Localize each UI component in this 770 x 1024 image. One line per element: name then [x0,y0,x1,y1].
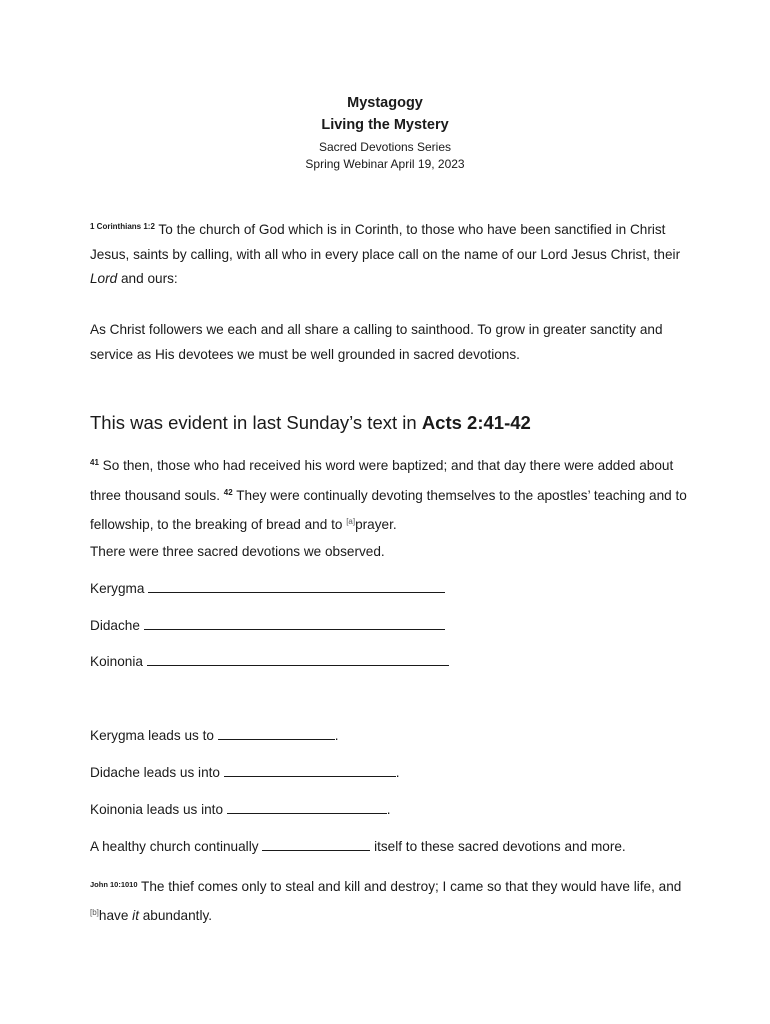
healthy-text: A healthy church continually [90,839,263,854]
koinonia-blank-line [90,652,449,672]
section-heading [90,412,531,434]
passage-italic: Lord [90,271,118,286]
passage-text-end: and ours: [117,271,178,286]
passage-italic: it [132,908,139,923]
verse-number-42: 42 [223,487,233,497]
passage-text: have [98,908,133,923]
series-name: Sacred Devotions Series [318,140,452,154]
healthy-church-line [90,837,626,857]
acts-passage [90,450,690,539]
passage-text: The thief comes only to steal and kill and destroy; I came so that they would have life, and [137,879,682,894]
passage-text: To the church of God which is in Corinth, to those who have been sanctified in Christ Jesus, saints by calling, with all who in every place call on the name of our Lord Jesus Christ, their [90,222,681,262]
passage-text-end: abundantly. [138,908,213,923]
document-title: Mystagogy [347,95,423,111]
fill-in-blank [262,838,370,851]
webinar-date: Spring Webinar April 19, 2023 [305,157,465,171]
leads-label: Koinonia leads us into [90,802,227,817]
didache-blank-line [90,616,445,636]
fill-in-blank [224,764,396,777]
devotion-label: Koinonia [90,654,147,669]
fill-in-blank [147,653,449,666]
verse-text-42: They were continually devoting themselves to the apostles’ teaching and to fellowship, to the breaking of bread and to [90,487,687,532]
scripture-reference: 1 Corinthians 1:2 [90,222,155,231]
fill-in-blank [148,580,445,593]
leads-label: Kerygma leads us to [90,728,218,743]
verse-number-41: 41 [90,458,99,467]
didache-leads-line [90,763,400,783]
scripture-reference: John 10:1010 [90,880,138,889]
heading-text: This was evident in last Sunday’s text in [90,412,422,433]
leads-label: Didache leads us into [90,765,224,780]
koinonia-leads-line [90,800,391,820]
line-end: . [334,728,339,743]
line-end: . [386,802,391,817]
fill-in-blank [227,801,387,814]
three-devotions-line: There were three sacred devotions we observed. [90,544,385,559]
line-end: . [395,765,400,780]
kerygma-leads-line [90,726,338,746]
verse-text-41: So then, those who had received his word were baptized; and that day there were added about three thousand souls. [90,458,674,503]
devotion-label: Kerygma [90,581,149,596]
john-passage [90,872,690,929]
intro-paragraph: As Christ followers we each and all share a calling to sainthood. To grow in greater sanctity and service as His devotees we must be well grounded in sacred devotions. [90,322,663,362]
verse-text-end: prayer. [355,517,397,532]
devotion-label: Didache [90,618,144,633]
healthy-text-end: itself to these sacred devotions and more. [370,839,626,854]
heading-reference: Acts 2:41-42 [421,412,531,433]
corinthians-passage [90,215,690,292]
footnote-marker-a[interactable]: [a] [346,517,356,526]
footnote-marker-b[interactable]: [b] [90,908,99,917]
fill-in-blank [218,727,335,740]
fill-in-blank [144,617,445,630]
document-subtitle: Living the Mystery [321,117,449,133]
kerygma-blank-line [90,579,445,599]
